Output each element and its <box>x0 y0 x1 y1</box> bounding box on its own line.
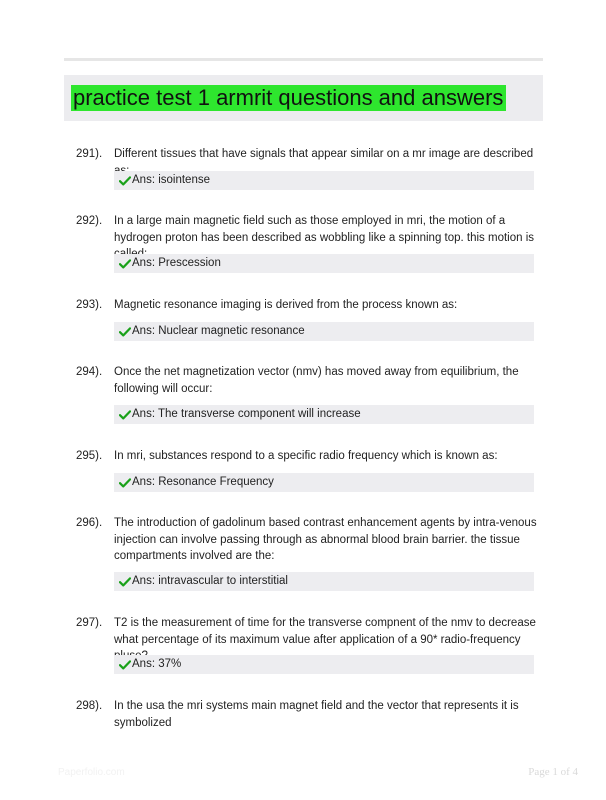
answer-text: Ans: 37% <box>132 658 182 670</box>
question-number: 297). <box>76 617 103 629</box>
answer-text: Ans: isointense <box>132 174 210 186</box>
question-text: Once the net magnetization vector (nmv) has moved away from equilibrium, the following will occur: <box>114 366 519 395</box>
document-title: practice test 1 armrit questions and answers <box>71 85 506 111</box>
question-number: 294). <box>76 366 103 378</box>
question-number: 292). <box>76 215 103 227</box>
answer-box <box>114 655 534 674</box>
answer-box <box>114 171 534 190</box>
question-text: Different tissues that have signals that appear similar on a mr image are described <box>114 148 534 160</box>
question-text: The introduction of gadolinum based contrast enhancement agents by intra-venous injection can involve passing through as abnormal blood brain barrier. the tissue compartments involved are the: <box>114 517 537 562</box>
question-text: T2 is the measurement of time for the transverse compnent of the nmv to decrease what percentage of its maximum value after application of a 90* radio-frequency <box>114 617 536 646</box>
answer-text: Ans: intravascular to interstitial <box>132 575 288 587</box>
answer-box <box>114 405 534 424</box>
checkmark-icon <box>119 327 131 337</box>
answer-text: Ans: The transverse component will increase <box>132 408 361 420</box>
title-banner <box>64 75 543 121</box>
question-number: 291). <box>76 148 103 160</box>
checkmark-icon <box>119 478 131 488</box>
question-text: In mri, substances respond to a specific radio frequency which is known as: <box>114 450 498 462</box>
answer-box <box>114 473 534 492</box>
answer-text: Ans: Nuclear magnetic resonance <box>132 325 305 337</box>
answer-text: Ans: Resonance Frequency <box>132 476 274 488</box>
checkmark-icon <box>119 259 131 269</box>
checkmark-icon <box>119 410 131 420</box>
question-text: In the usa the mri systems main magnet field and the vector that represents it is symbolized <box>114 700 519 729</box>
question-number: 296). <box>76 517 103 529</box>
question-text: Magnetic resonance imaging is derived from the process known as: <box>114 299 458 311</box>
answer-box <box>114 254 534 273</box>
footer-site-watermark: Paperfolio.com <box>58 767 125 778</box>
top-divider <box>64 58 543 61</box>
answer-box <box>114 572 534 591</box>
checkmark-icon <box>119 176 131 186</box>
checkmark-icon <box>119 577 131 587</box>
answer-box <box>114 322 534 341</box>
checkmark-icon <box>119 660 131 670</box>
question-number: 293). <box>76 299 103 311</box>
question-text: In a large main magnetic field such as those employed in mri, the motion of a hydrogen proton has been described as wobbling like a spinning top. this motion is <box>114 215 535 244</box>
answer-text: Ans: Prescession <box>132 257 221 269</box>
question-number: 298). <box>76 700 103 712</box>
page-indicator: Page 1 of 4 <box>528 766 578 778</box>
question-number: 295). <box>76 450 103 462</box>
